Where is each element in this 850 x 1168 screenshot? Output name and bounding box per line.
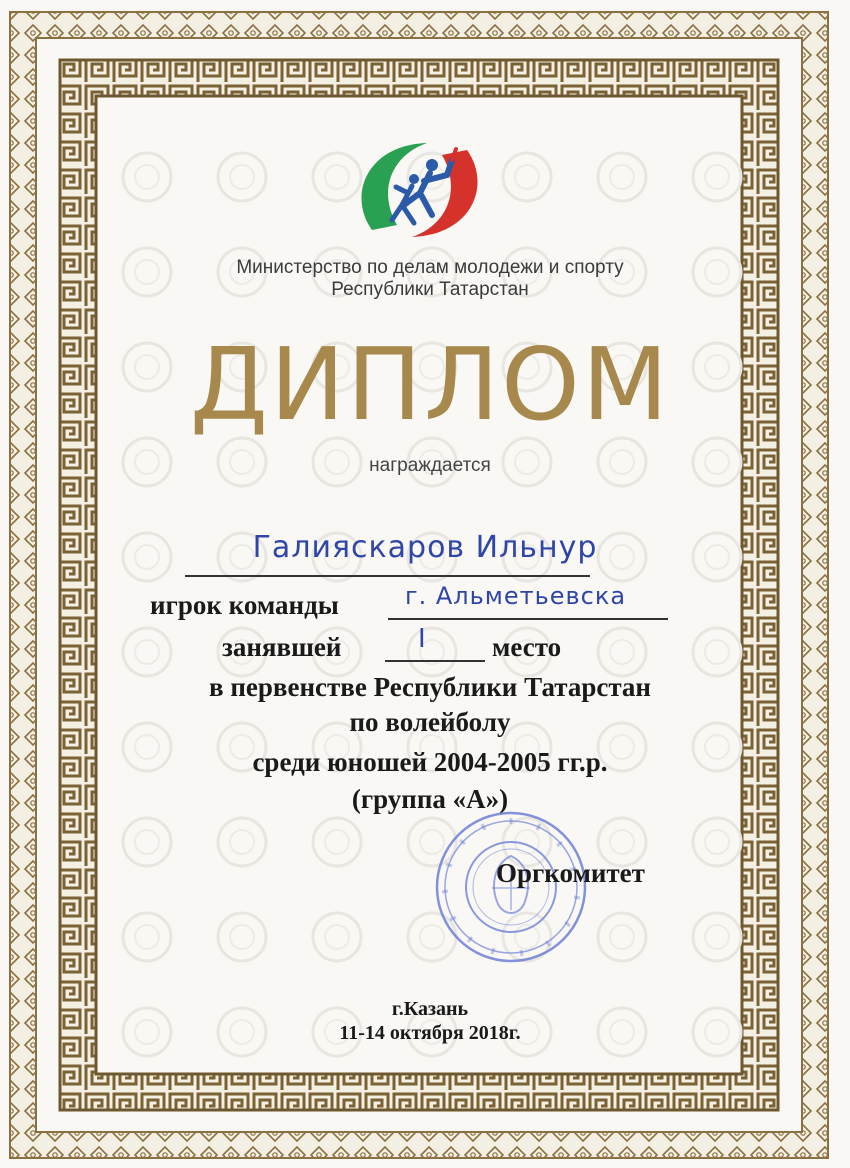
city-label: г.Казань [391,998,469,1020]
championship-line: в первенстве Республики Татарстан [209,672,651,702]
place-underline [385,660,485,662]
ministry-sport-logo-icon [352,135,487,245]
ministry-line-1: Министерство по делам молодежи и спорту [236,257,624,278]
sport-line: по волейболу [349,707,511,737]
place-handwritten: I [418,624,427,654]
ministry-line-2: Республики Татарстан [331,279,529,300]
recipient-name-handwritten: Галияскаров Ильнур [252,530,598,565]
awarded-label: награждается [369,455,491,476]
team-handwritten: г. Альметьевска [405,582,627,610]
date-label: 11-14 октября 2018г. [339,1022,521,1044]
diploma-title: ДИПЛОМ [189,326,671,443]
age-line: среди юношей 2004-2005 гг.р. [252,747,608,777]
team-label: игрок команды [150,590,339,620]
recipient-underline [185,575,590,577]
organizing-committee: Оргкомитет [496,858,645,888]
place-suffix: место [492,632,562,662]
place-label: занявшей [222,632,342,662]
team-underline [388,618,668,620]
group-line: (группа «А») [351,784,509,814]
